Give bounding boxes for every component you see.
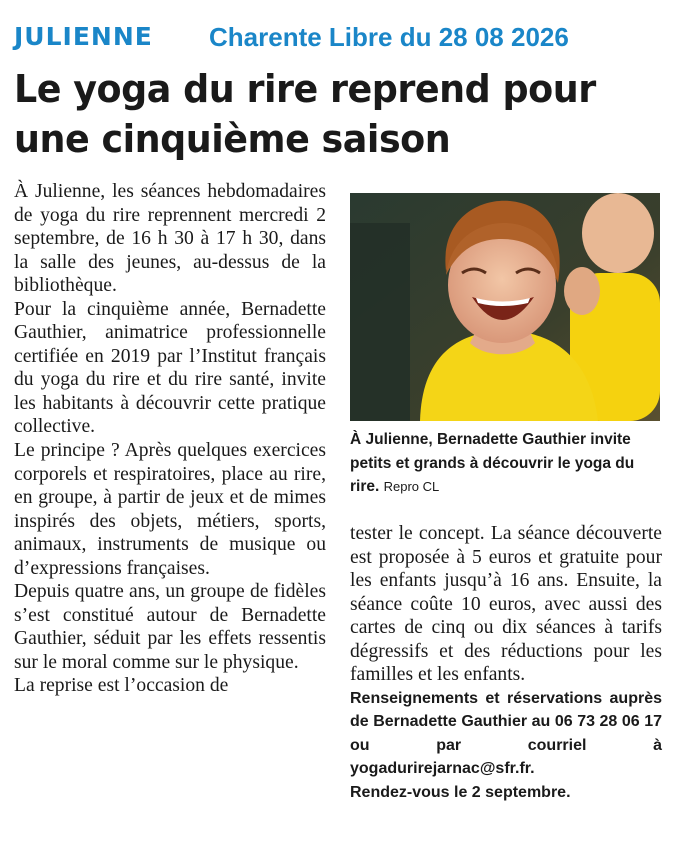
laughing-woman-photo-icon <box>350 193 660 421</box>
closing-line: Rendez-vous le 2 septembre. <box>350 783 571 801</box>
photo-caption <box>350 428 662 499</box>
caption-text: À Julienne, Bernadette Gauthier invite petits et grands à découvrir le yoga du rire. <box>350 431 635 495</box>
location-label: JULIENNE <box>14 22 153 51</box>
article-paragraph: À Julienne, les séances hebdomadaires de yoga du rire reprennent mercredi 2 septembre, de 16 h 30 à 17 h 30, dans la salle des jeunes, au-dessus de la bibliothèque. <box>14 181 326 297</box>
article-column-left <box>14 180 326 698</box>
photo-credit: Repro CL <box>383 479 440 494</box>
article-paragraph: tester le concept. La séance découverte est proposée à 5 euros et gratuite pour les enfants jusqu’à 16 ans. Ensuite, la séance coûte 10 euros, avec aussi des cartes de cinq ou dix séances à tarifs dégressifs et des réductions pour les familles et les enfants. <box>350 523 662 686</box>
article-column-right <box>350 522 662 804</box>
contact-info: Renseignements et réservations auprès de Bernadette Gauthier au 06 73 28 06 17 ou par courriel à yogadurirejarnac@sfr.fr. <box>350 689 662 778</box>
source-label: Charente Libre du 28 08 2026 <box>209 22 569 52</box>
article-photo <box>350 193 660 421</box>
article-paragraph: Le principe ? Après quelques exercices corporels et respiratoires, place au rire, en groupe, à partir de jeux et de mimes inspirés des objets, métiers, sports, animaux, instruments de musique ou d’expressions françaises. <box>14 440 326 579</box>
headline: Le yoga du rire reprend pour une cinquième saison <box>14 67 596 161</box>
article-paragraph: La reprise est l’occasion de <box>14 675 229 697</box>
article-paragraph: Depuis quatre ans, un groupe de fidèles s’est constitué autour de Bernadette Gauthier, séduit par les effets ressentis sur le moral comme sur le physique. <box>14 581 326 673</box>
article-header <box>14 18 669 54</box>
article-paragraph: Pour la cinquième année, Bernadette Gauthier, animatrice professionnelle certifiée en 2019 par l’Institut français du yoga du rire et du rire santé, invite les habitants à découvrir cette pratique collective. <box>14 298 326 438</box>
